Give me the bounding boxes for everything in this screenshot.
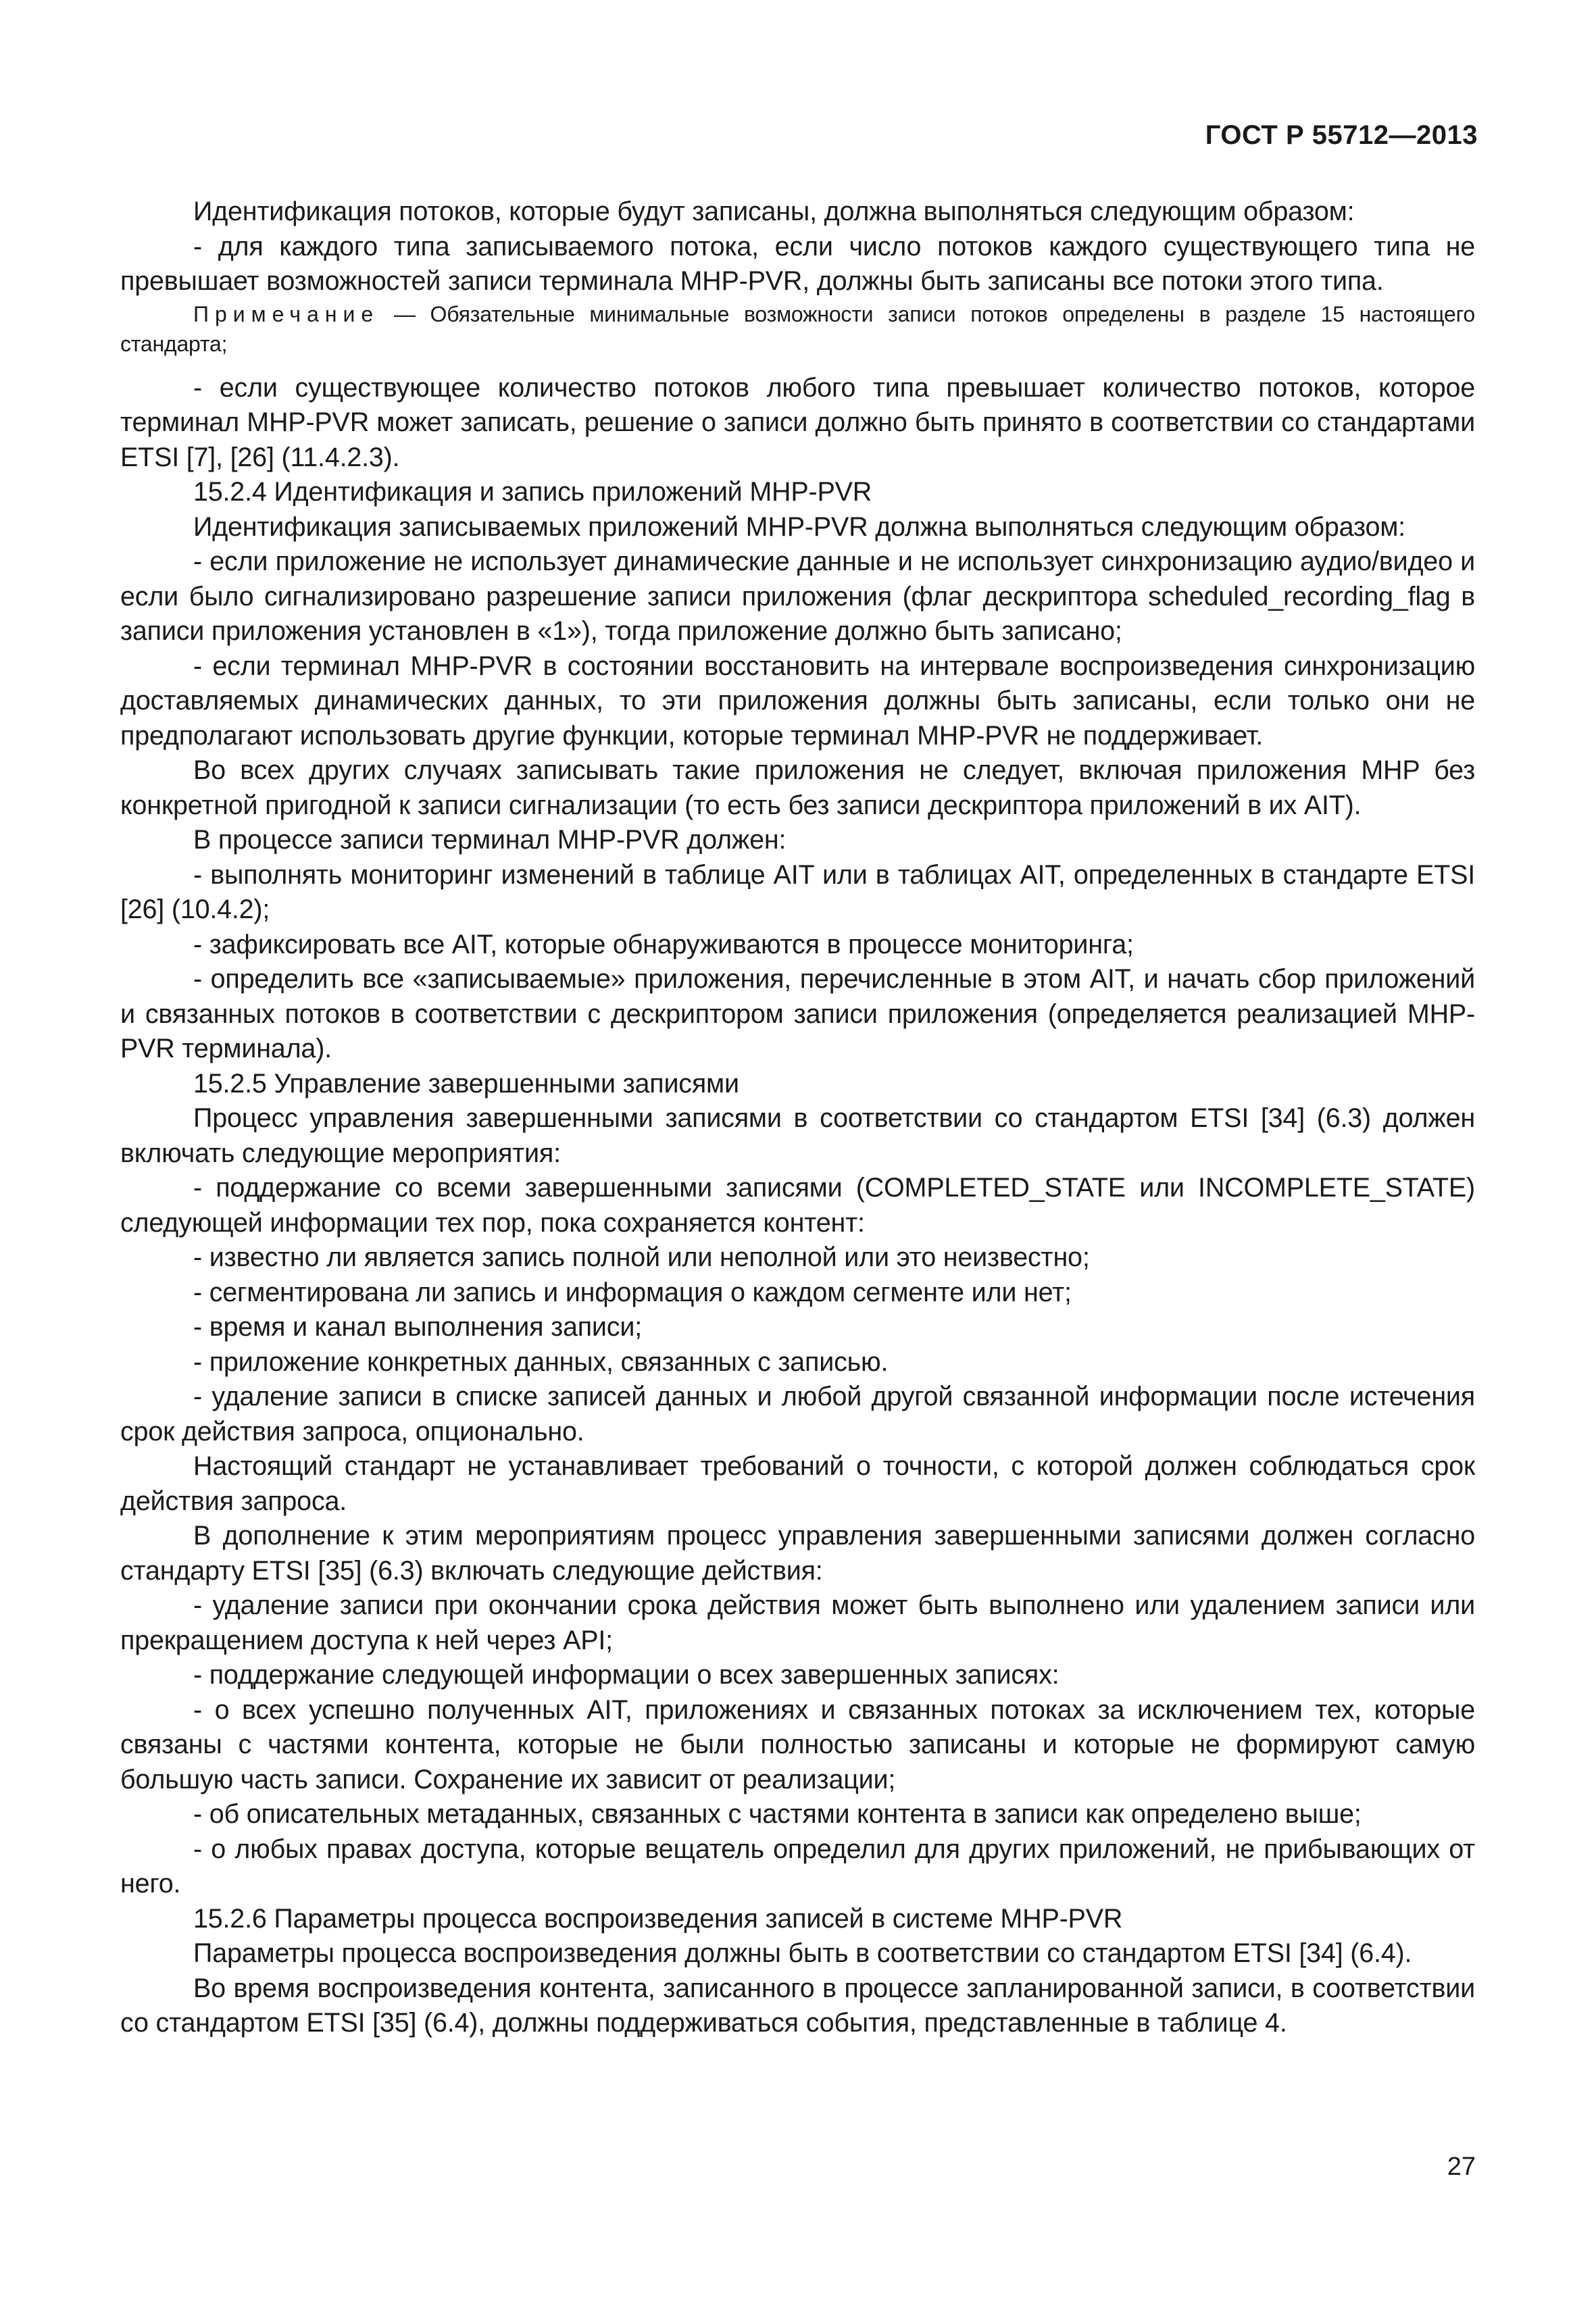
section-heading: 15.2.4 Идентификация и запись приложений MHP-PVR <box>193 477 872 507</box>
paragraph: - если существующее количество потоков любого типа превышает количество потоков, которое терминал MHP-PVR может записать, решение о записи должно быть принято в соответствии со стандартами ETSI [7], [26] (11.4.2.3). <box>120 372 1475 472</box>
document-body <box>120 195 1475 2041</box>
paragraph: - для каждого типа записываемого потока, если число потоков каждого существующего типа не превышает возможностей записи терминала MHP-PVR, должны быть записаны все потоки этого типа. <box>120 231 1475 296</box>
note-label: Примечание <box>193 301 380 326</box>
paragraph: - приложение конкретных данных, связанных с записью. <box>193 1347 889 1377</box>
paragraph: Процесс управления завершенными записями в соответствии со стандартом ETSI [34] (6.3) должен включать следующие мероприятия: <box>120 1103 1475 1168</box>
paragraph: - зафиксировать все AIT, которые обнаруживаются в процессе мониторинга; <box>193 929 1134 959</box>
page-number: 27 <box>1447 2153 1476 2181</box>
section-heading: 15.2.5 Управление завершенными записями <box>193 1068 739 1099</box>
paragraph: Во всех других случаях записывать такие приложения не следует, включая приложения MHP без конкретной пригодной к записи сигнализации (то есть без записи дескриптора приложений в их AIT). <box>120 755 1475 820</box>
paragraph: Во время воспроизведения контента, записанного в процессе запланированной записи, в соответствии со стандартом ETSI [35] (6.4), должны поддерживаться события, представленные в таблице 4. <box>120 1973 1475 2038</box>
paragraph: - о всех успешно полученных AIT, приложениях и связанных потоках за исключением тех, которые связаны с частями контента, которые не были полностью записаны и которые не формируют самую большую часть записи. Сохранение их зависит от реализации; <box>120 1694 1475 1794</box>
paragraph: - выполнять мониторинг изменений в таблице AIT или в таблицах AIT, определенных в стандарте ETSI [26] (10.4.2); <box>120 859 1475 924</box>
paragraph: Параметры процесса воспроизведения должны быть в соответствии со стандартом ETSI [34] (6.4). <box>193 1938 1412 1968</box>
section-heading: 15.2.6 Параметры процесса воспроизведения записей в системе MHP-PVR <box>193 1903 1123 1934</box>
paragraph: - удаление записи в списке записей данных и любой другой связанной информации после истечения срок действия запроса, опционально. <box>120 1382 1475 1447</box>
paragraph: - сегментирована ли запись и информация о каждом сегменте или нет; <box>193 1277 1072 1307</box>
paragraph: Настоящий стандарт не устанавливает требований о точности, с которой должен соблюдаться срок действия запроса. <box>120 1451 1475 1516</box>
paragraph: - определить все «записываемые» приложения, перечисленные в этом AIT, и начать сбор приложений и связанных потоков в соответствии с дескриптором записи приложения (определяется реализацией MHP-PVR терминала). <box>120 964 1475 1063</box>
paragraph: В процессе записи терминал MHP-PVR должен: <box>193 825 787 855</box>
paragraph: - если терминал MHP-PVR в состоянии восстановить на интервале воспроизведения синхронизацию доставляемых динамических данных, то эти приложения должны быть записаны, если только они не предполагают использовать другие функции, которые терминал MHP-PVR не поддерживает. <box>120 651 1475 751</box>
paragraph: - о любых правах доступа, которые вещатель определил для других приложений, не прибывающих от него. <box>120 1834 1475 1898</box>
paragraph: - поддержание следующей информации о всех завершенных записях: <box>193 1660 1059 1690</box>
paragraph: - удаление записи при окончании срока действия может быть выполнено или удалением записи или прекращением доступа к ней через API; <box>120 1590 1475 1655</box>
paragraph: - поддержание со всеми завершенными записями (COMPLETED_STATE или INCOMPLETE_STATE) следующей информации тех пор, пока сохраняется контент: <box>120 1173 1475 1238</box>
paragraph: - время и канал выполнения записи; <box>193 1312 642 1342</box>
paragraph: Идентификация записываемых приложений MHP-PVR должна выполняться следующим образом: <box>193 511 1405 542</box>
paragraph: - об описательных метаданных, связанных с частями контента в записи как определено выше; <box>193 1799 1362 1829</box>
paragraph: - если приложение не использует динамические данные и не использует синхронизацию аудио/видео и если было сигнализировано разрешение записи приложения (флаг дескриптора scheduled_recording_flag в записи приложения установлен в «1»), тогда приложение должно быть записано; <box>120 547 1475 646</box>
paragraph: Идентификация потоков, которые будут записаны, должна выполняться следующим образом: <box>193 197 1355 226</box>
document-header: ГОСТ Р 55712—2013 <box>1205 120 1478 150</box>
paragraph: В дополнение к этим мероприятиям процесс управления завершенными записями должен согласно стандарту ETSI [35] (6.3) включать следующие действия: <box>120 1521 1475 1586</box>
paragraph: - известно ли является запись полной или неполной или это неизвестно; <box>193 1242 1090 1272</box>
note-text: — Обязательные минимальные возможности записи потоков определены в разделе 15 настоящего стандарта; <box>120 301 1475 356</box>
note-paragraph <box>120 299 1475 359</box>
